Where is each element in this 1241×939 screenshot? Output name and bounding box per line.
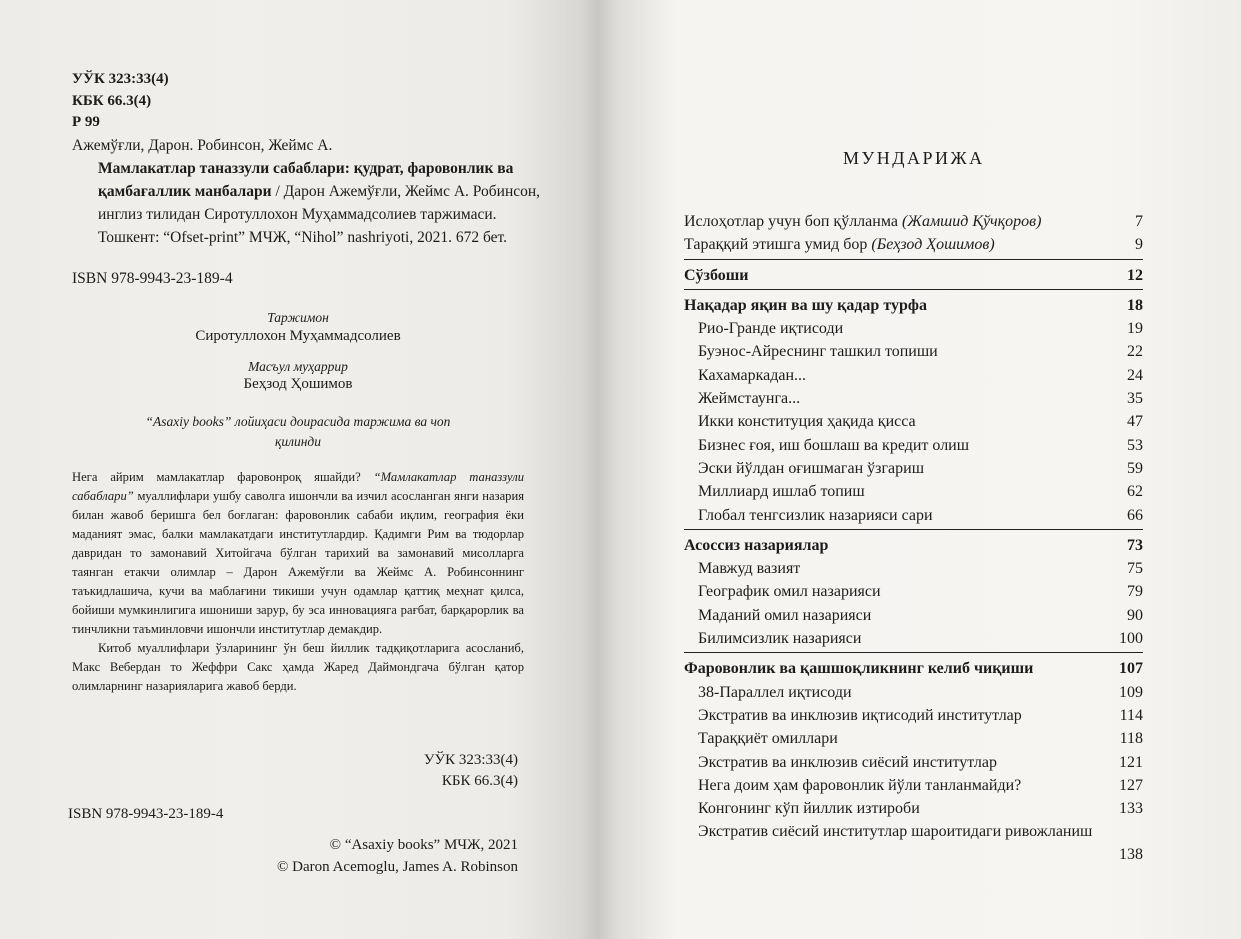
toc-entry-title: Икки конституция ҳақида қисса [698,413,916,431]
toc-entry-page: 133 [1119,800,1143,818]
udk-bottom: УЎК 323:33(4) [423,752,518,768]
toc-entry-page: 109 [1119,683,1143,701]
blurb-paragraph-1 [72,468,524,639]
toc-entry-page: 79 [1127,583,1143,601]
blurb-paragraph-2: Китоб муаллифлари ўзларининг ўн беш йиллик тадқиқотларига асосланиб, Макс Вебердан то Жеффри Сакс ҳамда Жаред Даймондгача бўлган қатор олимларнинг назарияларига жавоб берди. [72,641,524,693]
toc-entry [684,727,1143,750]
toc-entry [684,657,1143,680]
copyright-block [277,834,518,878]
toc-entry-title: Буэнос-Айреснинг ташкил топиши [698,343,938,361]
toc-entry-title: Асоссиз назариялар [684,536,829,554]
toc-entry-page: 7 [1135,213,1143,230]
table-of-contents [684,210,1143,866]
toc-entry-page: 62 [1127,483,1143,501]
toc-entry-page: 75 [1127,560,1143,578]
toc-entry-page: 66 [1127,506,1143,524]
copyright-publisher: © “Asaxiy books” МЧЖ, 2021 [329,837,518,853]
bib-description [72,157,542,249]
toc-entry-title: Маданий омил назарияси [698,606,872,624]
udk-code: УЎК 323:33(4) [72,71,169,87]
bib-title: Мамлакатлар таназзули сабаблари: қудрат, фаровонлик ва қамбағаллик манбалари [98,160,514,200]
editor-label: Масъул муҳаррир [248,359,348,374]
toc-entry-page: 18 [1127,296,1143,314]
toc-entry-page: 24 [1127,366,1143,384]
bibliographic-record [72,134,542,249]
copyright-authors: © Daron Acemoglu, James A. Robinson [277,859,518,875]
toc-entry-page: 22 [1127,343,1143,361]
toc-entry [684,317,1143,340]
toc-entry [684,387,1143,410]
isbn-top: ISBN 978-9943-23-189-4 [72,270,233,287]
toc-entry-page: 47 [1127,413,1143,431]
author-mark: Р 99 [72,114,100,130]
toc-entry-page: 19 [1127,320,1143,338]
toc-entry-title: Экстратив ва инклюзив иқтисодий институтлар [698,706,1022,724]
book-blurb [72,468,524,696]
toc-entry [684,704,1143,727]
project-note-line2: қилинди [275,434,321,449]
toc-entry-title: Тараққиёт омиллари [698,730,838,748]
toc-entry [684,210,1143,233]
toc-entry-title: 38-Параллел иқтисоди [698,683,852,701]
toc-entry [684,604,1143,627]
toc-entry [684,504,1143,527]
toc-entry-title: Экстратив сиёсий институтлар шароитидаги ривожланиш [698,823,1093,841]
toc-entry-title: Жеймстаунга... [698,390,801,408]
toc-entry-title: Мавжуд вазият [698,560,801,578]
toc-entry-title: Эски йўлдан оғишмаган ўзгариш [698,459,925,477]
toc-entry-title: Глобал тенгсизлик назарияси сари [698,506,933,524]
toc-entry-page: 35 [1127,390,1143,408]
kbk-bottom: КБК 66.3(4) [441,773,518,789]
toc-entry-page: 12 [1127,266,1143,284]
toc-entry-page: 114 [1119,706,1143,724]
toc-entry-author: (Беҳзод Ҳошимов) [871,236,995,254]
toc-entry [684,627,1143,650]
toc-entry [684,534,1143,557]
toc-entry [684,264,1143,287]
toc-entry [684,457,1143,480]
toc-entry-title: Ислоҳотлар учун боп қўлланма (Жамшид Қўчқоров) [684,213,1042,230]
toc-entry-page: 118 [1119,730,1143,748]
toc-entry [684,434,1143,457]
toc-entry [684,410,1143,433]
bottom-codes [424,750,518,792]
translator-name: Сиротуллохон Муҳаммадсолиев [195,328,401,344]
toc-entry [684,557,1143,580]
toc-entry-title: Нега доим ҳам фаровонлик йўли танланмайди? [698,776,1022,794]
toc-entry-page: 9 [1135,236,1143,254]
toc-entry-title: Бизнес ғоя, иш бошлаш ва кредит олиш [698,436,970,454]
toc-entry-title: Билимсизлик назарияси [698,630,862,648]
toc-entry-title: Фаровонлик ва қашшоқликнинг келиб чиқиши [684,660,1034,678]
blurb-text: муаллифлари ушбу саволга ишончли ва изчил асосланган янги назария билан жавоб беришга бел боғлаган: фаровонлик сабаби иқлим, география ёки маданият эмас, балки мамлакатдаги институтлардир. Қадимги Рим ва тюдорлар давридан то замонавий Хитойгача бўлган тарихий ва замонавий мисолларга таянган етакчи олимлар – Дарон Ажемўғли ва Жеймс А. Робинсоннинг таъкидлашича, кучи ва маблағини тикиши учун одамлар қаттиқ меҳнат қилса, бойиши мумкинлигига ишониши зарур, бу эса инновацияга рағбат, барқарорлик ва тинчликни таъминловчи ишончли институтлар демакдир. [72,489,524,636]
translator-label: Таржимон [267,310,329,325]
project-note [72,412,524,452]
toc-entry-title: Миллиард ишлаб топиш [698,483,865,501]
toc-entry [684,797,1143,820]
toc-entry [684,364,1143,387]
toc-entry-author: (Жамшид Қўчқоров) [901,213,1042,230]
isbn-bottom: ISBN 978-9943-23-189-4 [68,806,224,822]
toc-entry-title: Экстратив ва инклюзив сиёсий институтлар [698,753,997,771]
toc-entry [684,580,1143,603]
toc-entry [684,774,1143,797]
toc-entry-page: 90 [1127,606,1143,624]
toc-entry-page: 107 [1119,660,1143,678]
bib-author: Ажемўғли, Дарон. Робинсон, Жеймс А. [72,137,333,154]
bib-details: / Дарон Ажемўғли, Жеймс А. Робинсон, инглиз тилидан Сиротуллохон Муҳаммадсолиев таржимаси. Тошкент: “Ofset-print” МЧЖ, “Nihol” nashriyoti, 2021. 672 бет. [98,183,541,246]
toc-entry [684,480,1143,503]
toc-entry [684,340,1143,363]
toc-entry-title: Сўзбоши [684,266,749,284]
editor-name: Беҳзод Ҳошимов [243,376,353,392]
toc-entry-title: Нақадар яқин ва шу қадар турфа [684,296,927,314]
toc-entry-title: Рио-Гранде иқтисоди [698,320,844,338]
toc-entry-title: Тараққий этишга умид бор (Беҳзод Ҳошимов) [684,236,995,254]
toc-entry [684,233,1143,256]
project-note-line1: “Asaxiy books” лойиҳаси доирасида таржима ва чоп [145,414,451,429]
toc-entry [684,681,1143,704]
toc-entry-page: 138 [1119,846,1143,864]
toc-entry [684,751,1143,774]
toc-entry-title: Конгонинг кўп йиллик изтироби [698,800,920,818]
toc-entry-page: 100 [1119,630,1143,648]
toc-entry-page: 73 [1127,536,1143,554]
left-page [0,0,598,939]
blurb-text: Нега айрим мамлакатлар фаровонроқ яшайди? [72,470,374,484]
toc-entry [684,820,1143,866]
blurb-book-title: “Мамлакатлар таназзули сабаблари” [72,470,524,503]
kbk-code: КБК 66.3(4) [72,93,152,109]
toc-entry-title: Кахамаркадан... [698,366,807,384]
toc-entry-page: 59 [1127,459,1143,477]
toc-entry-page: 127 [1119,776,1143,794]
toc-entry [684,294,1143,317]
toc-entry-page: 53 [1127,436,1143,454]
toc-title: МУНДАРИЖА [843,148,985,168]
toc-entry-page: 121 [1119,753,1143,771]
toc-entry-title: Географик омил назарияси [698,583,881,601]
